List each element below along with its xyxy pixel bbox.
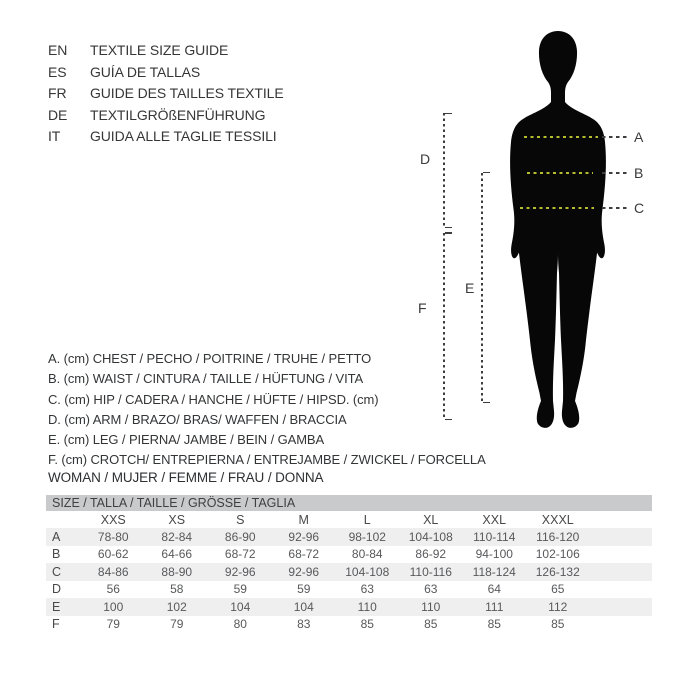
size-value: 64-66: [161, 547, 193, 562]
size-value: 58: [170, 582, 184, 597]
label-leg-e: E: [465, 280, 475, 296]
legend-line: E. (cm) LEG / PIERNA/ JAMBE / BEIN / GAMBA: [48, 432, 325, 448]
size-value: 86-90: [224, 529, 256, 544]
filler-cell: [590, 581, 653, 599]
size-value: 104: [293, 599, 314, 614]
size-column-header: S: [236, 512, 245, 527]
size-value: 116-120: [536, 529, 580, 544]
language-title: GUÍA DE TALLAS: [90, 63, 201, 80]
measure-line-tick: [445, 113, 452, 115]
row-label: A: [52, 529, 61, 544]
label-crotch-f: F: [418, 300, 427, 316]
measurement-legend: [48, 349, 486, 471]
size-value: 85: [487, 617, 501, 632]
label-waist-b: B: [634, 165, 644, 181]
table-row: [46, 528, 652, 546]
filler-cell: [590, 511, 653, 528]
size-value: 102: [166, 599, 187, 614]
size-table: [46, 495, 652, 633]
size-table-grid: [46, 511, 652, 633]
size-value: 85: [551, 617, 565, 632]
language-code: ES: [48, 63, 67, 80]
size-value: 126-132: [535, 564, 580, 579]
table-row: [46, 616, 652, 634]
size-value: 104-108: [345, 564, 390, 579]
chest-measure-line-extension: [602, 136, 629, 138]
corner-cell: [46, 511, 82, 528]
size-column-header: L: [363, 512, 371, 527]
size-value: 80-84: [351, 547, 383, 562]
size-value: 111: [485, 599, 504, 614]
size-column-header: XXL: [482, 512, 507, 527]
size-value: 102-106: [535, 547, 580, 562]
size-value: 94-100: [475, 547, 513, 562]
legend-line: D. (cm) ARM / BRAZO/ BRAS/ WAFFEN / BRACCIA: [48, 411, 347, 427]
language-row: [48, 126, 284, 148]
label-chest-a: A: [634, 129, 644, 145]
measure-line-tick: [445, 227, 452, 229]
waist-measure-line-extension: [602, 172, 629, 174]
size-value: 78-80: [97, 529, 129, 544]
row-label: C: [52, 564, 62, 579]
size-value: 104: [230, 599, 251, 614]
row-label: D: [52, 582, 62, 597]
hip-measure-line-extension: [602, 207, 629, 209]
size-value: 110-114: [473, 529, 516, 544]
size-value: 59: [297, 582, 311, 597]
size-value: 112: [548, 599, 568, 614]
measure-line-tick: [445, 232, 452, 234]
size-table-title-bar: SIZE / TALLA / TAILLE / GRÖSSE / TAGLIA: [46, 495, 652, 511]
size-value: 118-124: [472, 564, 516, 579]
language-title: TEXTILGRÖßENFÜHRUNG: [90, 106, 266, 123]
size-column-header-row: [46, 511, 652, 528]
language-row: [48, 105, 284, 127]
row-label: B: [52, 547, 61, 562]
row-label: E: [52, 599, 61, 614]
legend-line: C. (cm) HIP / CADERA / HANCHE / HÜFTE / HIPSD. (cm): [48, 391, 379, 407]
chest-measure-line: [524, 136, 598, 138]
size-value: 92-96: [288, 564, 320, 579]
size-value: 110: [421, 599, 441, 614]
size-column-header: XXS: [100, 512, 126, 527]
table-row: [46, 598, 652, 616]
size-value: 68-72: [288, 547, 320, 562]
size-value: 63: [424, 582, 438, 597]
label-arm-d: D: [420, 151, 431, 167]
filler-cell: [590, 616, 653, 634]
measure-line-tick: [483, 172, 490, 174]
filler-cell: [590, 546, 653, 564]
size-value: 84-86: [97, 564, 129, 579]
size-value: 83: [297, 617, 311, 632]
size-value: 59: [233, 582, 247, 597]
label-hip-c: C: [634, 200, 645, 216]
size-value: 98-102: [348, 529, 386, 544]
size-value: 80: [233, 617, 247, 632]
language-row: [48, 83, 284, 105]
size-value: 92-96: [288, 529, 320, 544]
size-value: 65: [551, 582, 565, 597]
language-code: FR: [48, 85, 67, 101]
size-value: 85: [360, 617, 374, 632]
size-value: 86-92: [415, 547, 447, 562]
table-row: [46, 546, 652, 564]
row-label: F: [52, 617, 60, 632]
size-value: 92-96: [224, 564, 256, 579]
size-value: 64: [487, 582, 501, 597]
size-value: 104-108: [408, 529, 453, 544]
language-title: GUIDA ALLE TAGLIE TESSILI: [90, 128, 277, 144]
language-title: TEXTILE SIZE GUIDE: [90, 42, 229, 58]
size-value: 56: [106, 582, 120, 597]
size-value: 88-90: [161, 564, 193, 579]
size-value: 100: [103, 599, 124, 614]
woman-silhouette-icon: [480, 25, 640, 435]
size-value: 79: [170, 617, 184, 632]
language-row: [48, 40, 284, 62]
size-value: 68-72: [224, 547, 256, 562]
arm-measure-line: [443, 113, 445, 228]
filler-cell: [590, 563, 653, 581]
size-value: 60-62: [97, 547, 129, 562]
language-title-block: [48, 40, 284, 148]
filler-cell: [590, 528, 653, 546]
size-value: 110: [357, 599, 377, 614]
size-value: 110-116: [409, 564, 452, 579]
size-value: 63: [360, 582, 374, 597]
language-row: [48, 62, 284, 84]
legend-line: F. (cm) CROTCH/ ENTREPIERNA / ENTREJAMBE / ZWICKEL / FORCELLA: [48, 452, 486, 468]
language-code: EN: [48, 42, 68, 58]
size-value: 79: [106, 617, 120, 632]
legend-line: A. (cm) CHEST / PECHO / POITRINE / TRUHE / PETTO: [48, 351, 372, 366]
size-column-header: XL: [423, 512, 439, 527]
size-value: 85: [424, 617, 438, 632]
legend-line: B. (cm) WAIST / CINTURA / TAILLE / HÜFTUNG / VITA: [48, 371, 364, 387]
size-value: 82-84: [161, 529, 193, 544]
hip-measure-line: [520, 207, 594, 209]
language-title: GUIDE DES TAILLES TEXTILE: [90, 85, 284, 101]
size-column-header: XXXL: [541, 512, 574, 527]
size-column-header: M: [298, 512, 309, 527]
table-row: [46, 581, 652, 599]
table-row: [46, 563, 652, 581]
size-column-header: XS: [168, 512, 186, 527]
language-code: DE: [48, 106, 68, 123]
gender-heading: WOMAN / MUJER / FEMME / FRAU / DONNA: [48, 470, 324, 485]
filler-cell: [590, 598, 653, 616]
language-code: IT: [48, 128, 61, 144]
waist-measure-line: [527, 172, 593, 174]
